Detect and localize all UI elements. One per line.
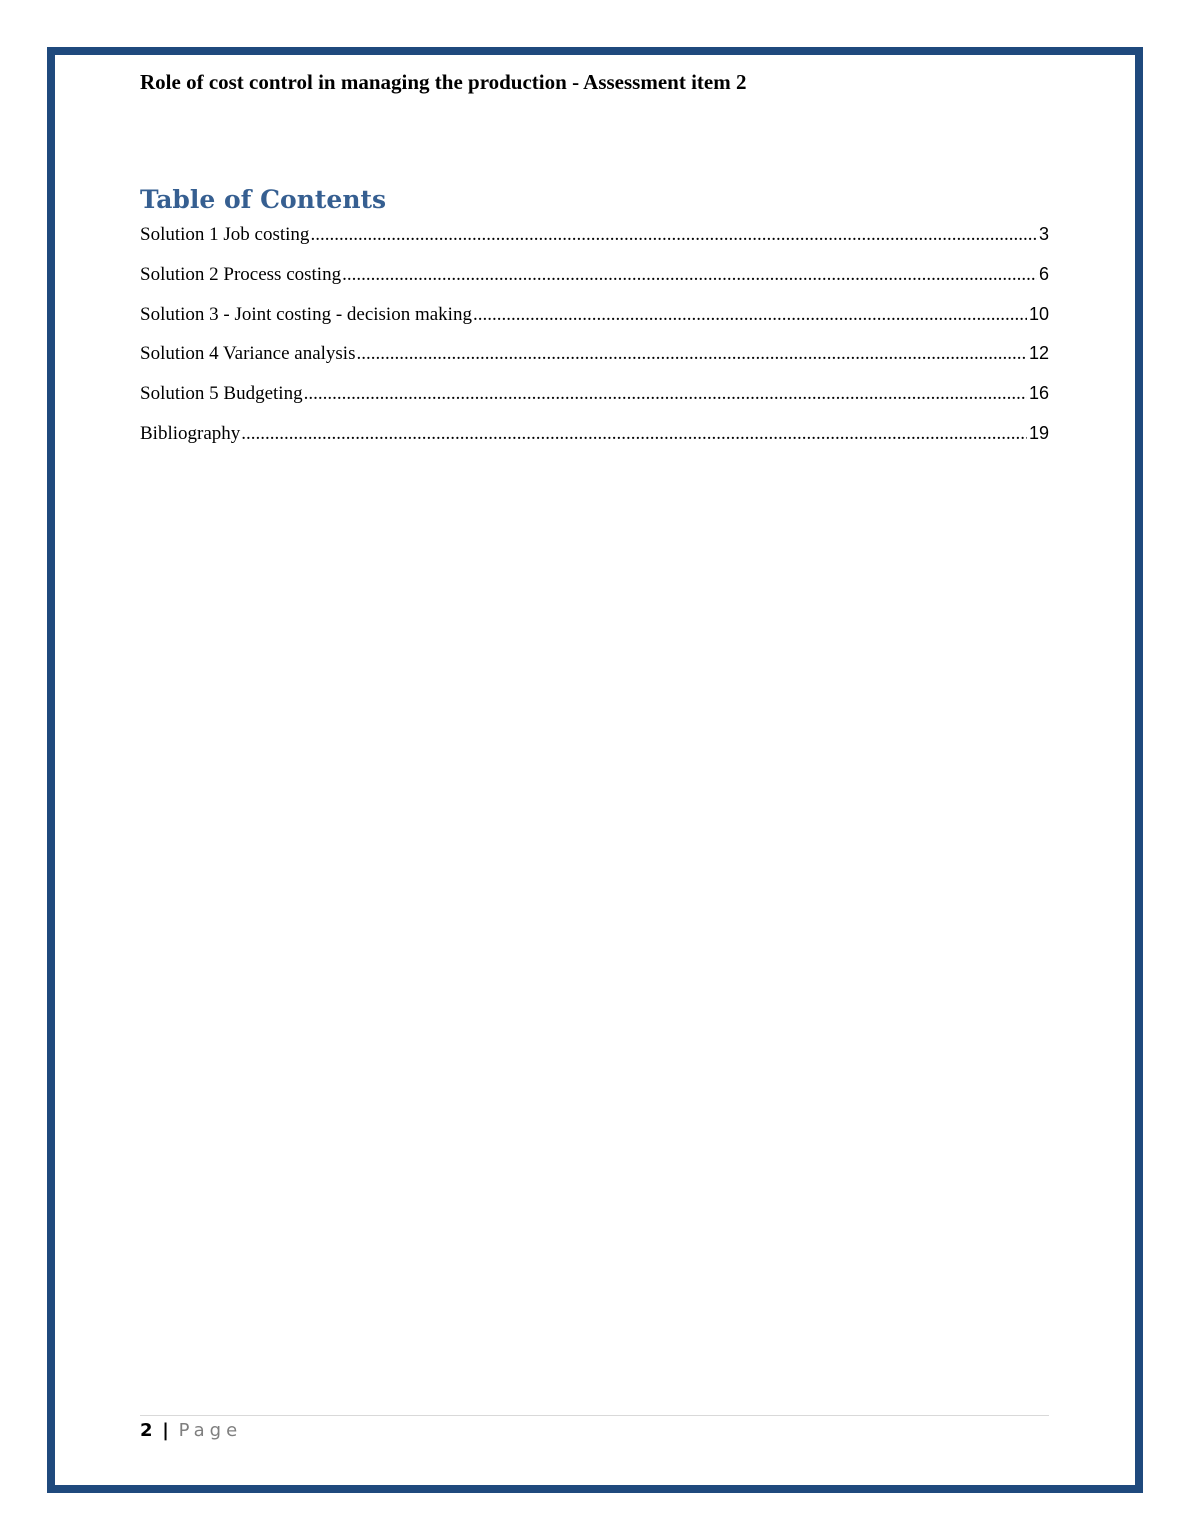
toc-dot-leader	[473, 304, 1027, 326]
toc-entry-page[interactable]: 6	[1038, 263, 1049, 284]
toc-dot-leader	[310, 224, 1037, 246]
toc-entry-bibliography[interactable]	[140, 423, 1049, 463]
footer-separator: |	[162, 1420, 169, 1441]
toc-entry-text[interactable]: Solution 5 Budgeting	[140, 383, 303, 405]
toc-entry-solution-1[interactable]	[140, 224, 1049, 264]
toc-entry-solution-3[interactable]	[140, 304, 1049, 344]
toc-entry-page[interactable]: 19	[1028, 422, 1049, 443]
toc-entry-page[interactable]: 3	[1038, 224, 1049, 244]
footer-page-label: Page	[178, 1420, 243, 1441]
toc-entry-page[interactable]: 10	[1028, 303, 1049, 324]
toc-entry-solution-2[interactable]	[140, 264, 1049, 304]
toc-entry-text[interactable]: Solution 1 Job costing	[140, 224, 310, 245]
page-footer	[140, 1420, 242, 1441]
toc-entry-solution-4[interactable]	[140, 343, 1049, 383]
toc-dot-leader	[356, 343, 1026, 365]
toc-entry-text[interactable]: Solution 3 - Joint costing - decision making	[140, 303, 472, 325]
toc-entry-page[interactable]: 16	[1028, 383, 1049, 404]
toc-dot-leader	[241, 423, 1027, 445]
footer-divider	[140, 1415, 1049, 1416]
toc-dot-leader	[342, 264, 1037, 286]
document-header-title: Role of cost control in managing the production - Assessment item 2	[140, 70, 747, 94]
toc-heading: Table of Contents	[140, 185, 387, 214]
toc-entry-text[interactable]: Solution 2 Process costing	[140, 263, 342, 285]
table-of-contents	[140, 224, 1049, 463]
toc-entry-text[interactable]: Solution 4 Variance analysis	[140, 343, 356, 365]
toc-entry-solution-5[interactable]	[140, 383, 1049, 423]
toc-entry-page[interactable]: 12	[1028, 343, 1049, 364]
toc-entry-text[interactable]: Bibliography	[140, 422, 241, 444]
toc-dot-leader	[304, 383, 1027, 405]
footer-page-number: 2	[140, 1420, 153, 1441]
